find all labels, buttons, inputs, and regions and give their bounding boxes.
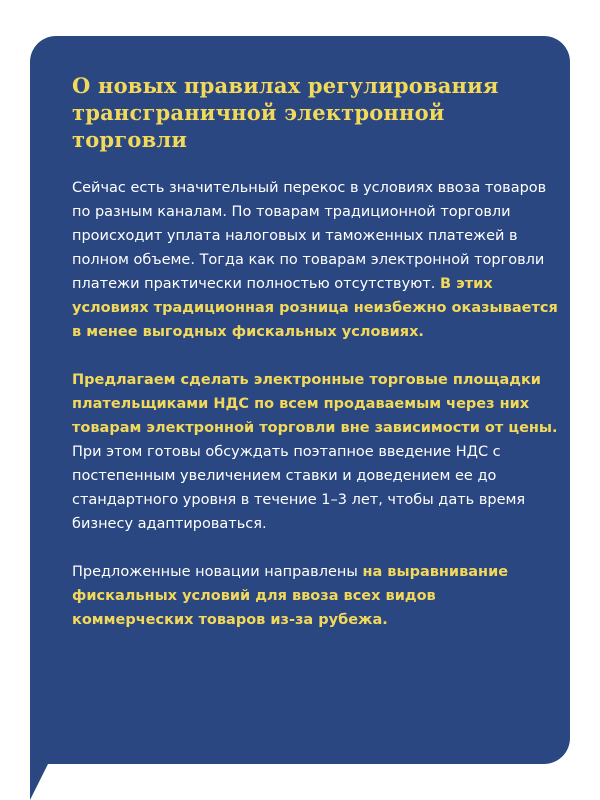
content-card: [30, 36, 570, 764]
speech-bubble-tail: [30, 760, 50, 800]
page-title: О новых правилах регулирования трансграничной электронной торговли: [72, 73, 499, 152]
paragraph-3-highlight: на выравнивание фискальных условий для ввоза всех видов коммерческих товаров из-за рубежа.: [72, 564, 509, 628]
paragraph-1-highlight: В этих условиях традиционная розница неизбежно оказывается в менее выгодных фискальных условиях.: [72, 276, 558, 340]
paragraph-2-text: При этом готовы обсуждать поэтапное введение НДС с постепенным увеличением ставки и доведением ее до стандартного уровня в течение 1–3 лет, чтобы дать время бизнесу адаптироваться.: [72, 444, 526, 532]
article-body: [72, 176, 558, 656]
paragraph-2-highlight: Предлагаем сделать электронные торговые площадки плательщиками НДС по всем продаваемым через них товарам электронной торговли вне зависимости от цены.: [72, 372, 558, 436]
paragraph-1: [72, 176, 558, 344]
paragraph-2: [72, 368, 558, 536]
paragraph-1-text: Сейчас есть значительный перекос в условиях ввоза товаров по разным каналам. По товарам традиционной торговли происходит уплата налоговых и таможенных платежей в полном объеме. Тогда как по товарам электронной торговли платежи практически полностью отсутствуют.: [72, 180, 547, 292]
paragraph-3: [72, 560, 558, 632]
paragraph-3-text: Предложенные новации направлены: [72, 564, 363, 580]
